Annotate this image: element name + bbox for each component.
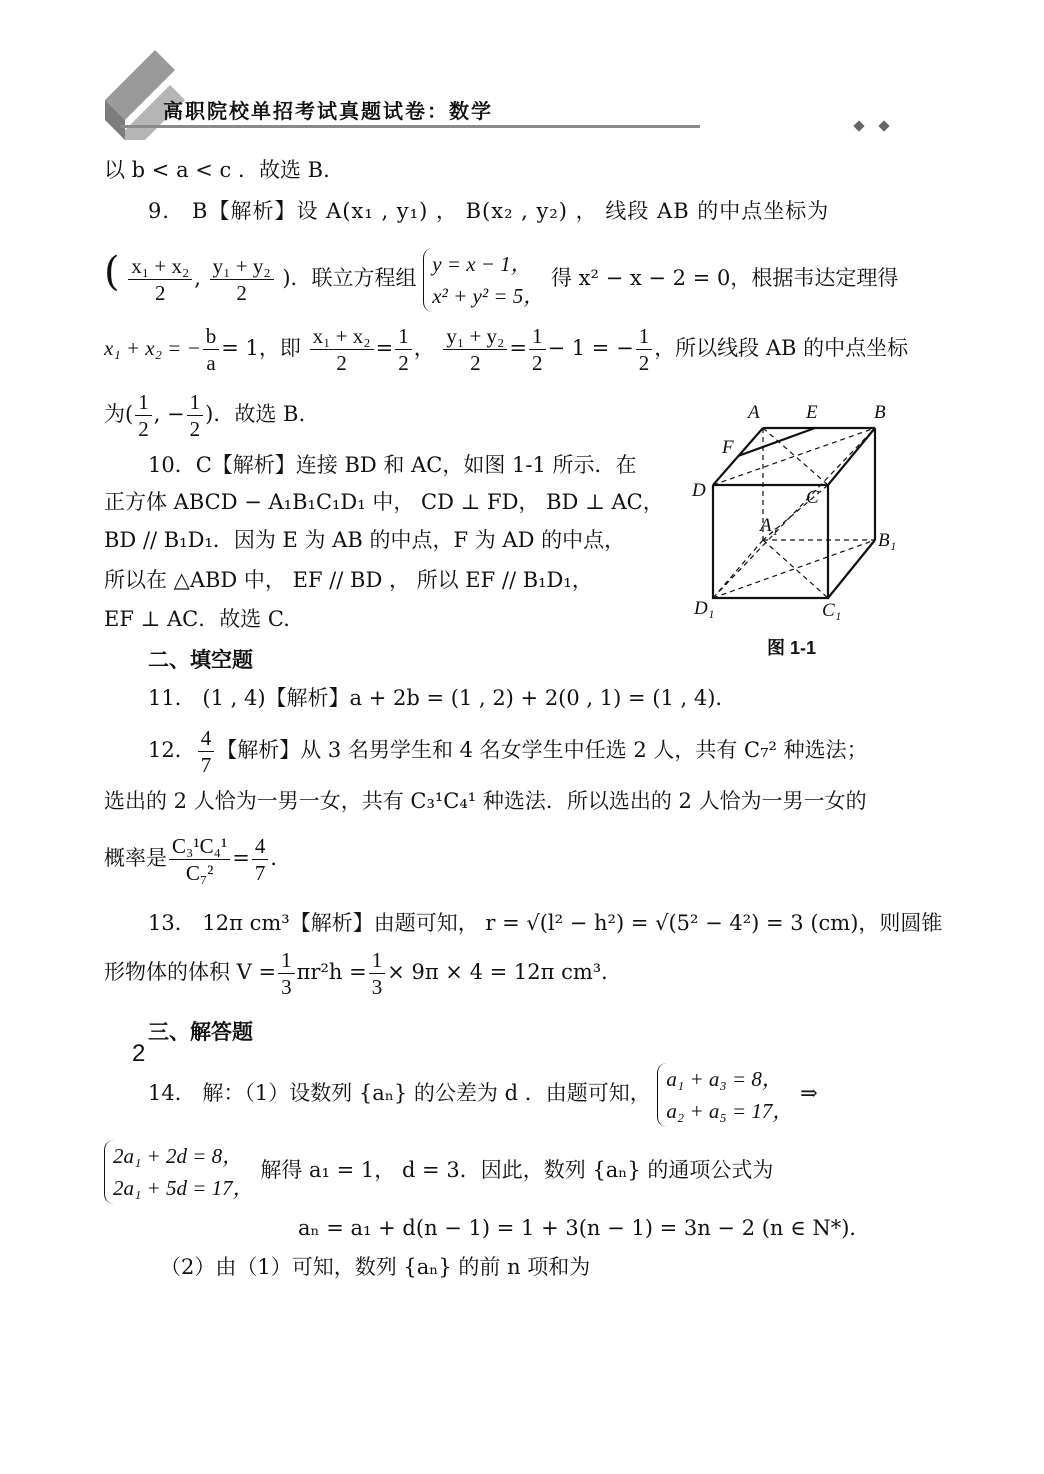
q12-line-b: 选出的 2 人恰为一男一女，共有 C₃¹C₄¹ 种选法．所以选出的 2 人恰为一男一女的 bbox=[104, 789, 867, 813]
q9-line-d: 为( $\frac{1}{2}$ , − $\frac{1}{2}$ )．故选 B. bbox=[104, 390, 306, 441]
q14-line-c: aₙ = a₁ + d(n − 1) = 1 + 3(n − 1) = 3n − 2 (n ∈ N*)． bbox=[298, 1216, 871, 1240]
fig-label-D: D bbox=[692, 480, 706, 501]
q10-line-a: 10．C【解析】连接 BD 和 AC，如图 1-1 所示．在 bbox=[148, 453, 637, 477]
q12-line-a: 12． $\frac{4}{7}$ 【解析】从 3 名男学生和 4 名女学生中任选 2 人，共有 C₇² 种选法； bbox=[148, 726, 868, 777]
q14-line-b: 2a₁ + 2d = 8， 2a₁ + 5d = 17， 解得 a₁ = 1， d = 3．因此，数列 {aₙ} 的通项公式为 bbox=[104, 1135, 916, 1205]
section-answer: 三、解答题 bbox=[148, 1019, 253, 1044]
fig-label-D1: D₁ bbox=[694, 598, 715, 619]
q13-line-a: 13． 12π cm³【解析】由题可知， r = √(l² − h²) = √(5² − 4²) = 3 (cm)，则圆锥 bbox=[148, 911, 943, 935]
q9-line-b: ( $\frac{\text{x₁ + x₂}}{2}$ , $\frac{\text{y₁ + y₂}}{2}$ )．联立方程组 y = x − 1， x² + y² = 5， 得 x² − x − 2 = 0，根据韦达定理得 bbox=[104, 240, 916, 304]
fig-label-E: E bbox=[806, 402, 818, 423]
fig-label-A1: A₁ bbox=[760, 515, 779, 536]
section-fill-blank: 二、填空题 bbox=[148, 647, 253, 672]
q10-line-b: 正方体 ABCD − A₁B₁C₁D₁ 中， CD ⊥ FD， BD ⊥ AC， bbox=[104, 490, 664, 514]
header-diamond-1 bbox=[853, 120, 864, 131]
fig-label-C1: C₁ bbox=[822, 600, 842, 621]
q10-line-d: 所以在 △ABD 中， EF // BD ， 所以 EF // B₁D₁， bbox=[104, 568, 593, 592]
q10-line-e: EF ⊥ AC．故选 C. bbox=[104, 607, 290, 631]
page-number: 2 bbox=[132, 1040, 146, 1067]
cube-figure bbox=[685, 400, 910, 630]
q14-system-1: a₁ + a₃ = 8， a₂ + a₅ = 17， bbox=[657, 1063, 793, 1127]
header-rule bbox=[120, 125, 700, 128]
line-conclusion-8: 以 b < a < c ．故选 B. bbox=[104, 158, 330, 182]
header-title: 高职院校单招考试真题试卷：数学 bbox=[163, 99, 493, 123]
q13-line-b: 形物体的体积 V = $\frac{1}{3}$ πr²h = $\frac{1}{3}$ × 9π × 4 = 12π cm³． bbox=[104, 948, 623, 999]
q12-line-c: 概率是 $\frac{\text{C₃¹C₄¹}}{\text{C₇²}}$ = $\frac{4}{7}$ ． bbox=[104, 834, 292, 885]
q9-line-a: 9． B【解析】设 A(x₁ , y₁) ， B(x₂ , y₂) ， 线段 AB 的中点坐标为 bbox=[148, 199, 830, 223]
q14-system-2: 2a₁ + 2d = 8， 2a₁ + 5d = 17， bbox=[104, 1140, 254, 1204]
q9-system: y = x − 1， x² + y² = 5， bbox=[423, 248, 544, 312]
q14-line-a: 14． 解：（1）设数列 {aₙ} 的公差为 d ．由题可知， a₁ + a₃ = 8， a₂ + a₅ = 17， ⇒ bbox=[148, 1058, 960, 1128]
header-diamond-2 bbox=[878, 120, 889, 131]
figure-caption: 图 1-1 bbox=[767, 638, 817, 658]
fig-label-B1: B₁ bbox=[878, 530, 897, 551]
fig-label-A: A bbox=[748, 402, 760, 423]
q10-line-c: BD // B₁D₁．因为 E 为 AB 的中点，F 为 AD 的中点， bbox=[104, 528, 626, 552]
fig-label-F: F bbox=[722, 437, 734, 458]
q9-line-c: x₁ + x₂ = − $\frac{b}{a}$ = 1，即 $\frac{\text{x₁ + x₂}}{2}$ = $\frac{1}{2}$ ， $\frac{\text{y₁ + y₂}}{2}$ = $\frac{1}{2}$ − 1 = − $\frac{1}{2}$ ，所以线段 AB 的中点坐标 bbox=[104, 324, 909, 375]
q14-line-d: （2）由（1）可知，数列 {aₙ} 的前 n 项和为 bbox=[160, 1255, 591, 1279]
fig-label-B: B bbox=[874, 402, 886, 423]
fig-label-C: C bbox=[806, 487, 819, 508]
q11-line: 11． (1 , 4)【解析】a + 2b = (1 , 2) + 2(0 , 1) = (1 , 4)． bbox=[148, 686, 737, 710]
